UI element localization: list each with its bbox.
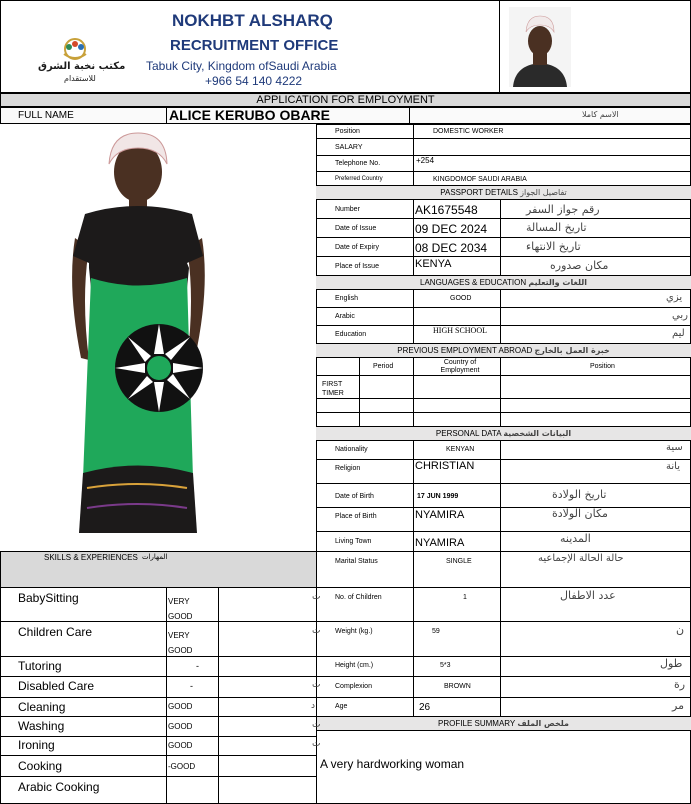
nationality-value: KENYAN <box>446 446 475 453</box>
skill-tutoring-value: - <box>196 661 199 671</box>
marital-ar: حالة الحالة الإجماعيه <box>538 553 624 564</box>
nationality-label: Nationality <box>335 446 368 453</box>
education-label: Education <box>335 331 367 338</box>
telephone-label: Telephone No. <box>335 160 381 167</box>
full-name-label: FULL NAME <box>18 110 74 121</box>
title-bar-text: APPLICATION FOR EMPLOYMENT <box>256 94 435 106</box>
weight-ar: ن <box>676 623 685 636</box>
office-name: RECRUITMENT OFFICE <box>170 37 339 54</box>
employment-header: PREVIOUS EMPLOYMENT ABROAD خبرة العمل بالخارج <box>316 343 691 358</box>
issue-date-label: Date of Issue <box>335 225 377 232</box>
pob-ar: مكان الولادة <box>552 507 608 520</box>
marital-label: Marital Status <box>335 558 378 565</box>
skill-washing-value: GOOD <box>168 722 193 731</box>
skill-cleaning-label: Cleaning <box>18 700 66 714</box>
dob-ar: تاريخ الولادة <box>552 488 607 501</box>
period-column-header: Period <box>373 363 394 370</box>
arabic-label: Arabic <box>335 313 355 320</box>
complexion-ar: رة <box>674 678 686 691</box>
skill-children-ar: ت <box>312 626 321 636</box>
personal-header: PERSONAL DATA البيانات الشخصية <box>316 426 691 441</box>
company-logo <box>34 36 126 86</box>
position-label: Position <box>335 128 360 135</box>
place-issue-label: Place of Issue <box>335 263 379 270</box>
age-ar: مر <box>672 699 684 712</box>
religion-ar: يانة <box>666 461 680 472</box>
skill-children-value: VERY GOOD <box>168 631 193 655</box>
skill-washing-label: Washing <box>18 719 65 733</box>
country-label: Preferred Country <box>335 176 383 182</box>
skill-disabled-ar: ت <box>312 680 321 690</box>
town-label: Living Town <box>335 538 372 545</box>
education-ar: ليم <box>672 328 685 339</box>
religion-value: CHRISTIAN <box>415 460 475 472</box>
dob-value: 17 JUN 1999 <box>417 493 459 500</box>
profile-header: PROFILE SUMMARY ملخص الملف <box>316 716 691 731</box>
country-value: KINGDOMOF SAUDI ARABIA <box>433 176 527 183</box>
skill-ironing-value: GOOD <box>168 741 193 750</box>
logo-text: مكتب نخبة الشرق <box>38 61 126 72</box>
skill-tutoring-label: Tutoring <box>18 659 62 673</box>
issue-date-ar: تاريخ المسالة <box>526 221 587 234</box>
children-value: 1 <box>463 594 467 601</box>
skill-babysitting-ar: ت <box>312 592 321 602</box>
expiry-date-value: 08 DEC 2034 <box>415 241 488 255</box>
skill-cleaning-ar: د <box>311 701 316 711</box>
full-name-value: ALICE KERUBO OBARE <box>169 107 331 123</box>
english-value: GOOD <box>450 295 472 302</box>
skill-disabled-label: Disabled Care <box>18 679 95 693</box>
skill-washing-ar: ت <box>312 720 321 730</box>
education-value: HIGH SCHOOL <box>433 326 487 335</box>
marital-value: SINGLE <box>446 558 472 565</box>
header-divider <box>499 0 500 93</box>
full-name-label-ar: الاسم كاملا <box>582 110 619 119</box>
arabic-ar: ربي <box>672 310 688 321</box>
pob-label: Place of Birth <box>335 513 377 520</box>
skill-arabic-cooking-label: Arabic Cooking <box>18 780 100 794</box>
skill-cooking-label: Cooking <box>18 759 63 773</box>
height-value: 5*3 <box>440 662 451 669</box>
skill-cooking-value: -GOOD <box>168 762 196 771</box>
full-body-photo <box>67 128 210 538</box>
town-value: NYAMIRA <box>415 537 465 549</box>
passport-photo <box>509 7 571 87</box>
religion-label: Religion <box>335 465 361 472</box>
passport-number-label: Number <box>335 206 360 213</box>
nationality-ar: سية <box>666 442 683 453</box>
dob-label: Date of Birth <box>335 493 374 500</box>
pob-value: NYAMIRA <box>415 509 465 521</box>
children-label: No. of Children <box>335 594 382 601</box>
company-name: NOKHBT ALSHARQ <box>172 11 333 30</box>
children-ar: عدد الاطفال <box>560 589 616 602</box>
skill-ironing-ar: ت <box>312 739 321 749</box>
skill-cleaning-value: GOOD <box>168 702 193 711</box>
passport-number-value: AK1675548 <box>415 203 478 217</box>
skills-header: SKILLS & EXPERIENCES المهارات <box>0 551 317 588</box>
languages-header: LANGUAGES & EDUCATION اللغات والتعليم <box>316 275 691 290</box>
logo-subtext: للاستقدام <box>64 74 96 83</box>
position-column-header: Position <box>590 363 615 370</box>
height-ar: طول <box>660 657 683 670</box>
telephone-value: +254 <box>416 156 435 165</box>
passport-number-ar: رقم جواز السفر <box>526 203 600 216</box>
town-ar: المدينه <box>560 532 591 545</box>
office-city: Tabuk City, Kingdom ofSaudi Arabia <box>146 59 337 73</box>
english-ar: يزي <box>666 292 683 303</box>
complexion-value: BROWN <box>444 683 471 690</box>
salary-label: SALARY <box>335 144 363 151</box>
first-timer-label: FIRST TIMER <box>322 381 344 397</box>
skill-children-label: Children Care <box>18 625 93 639</box>
position-value: DOMESTIC WORKER <box>433 128 504 135</box>
expiry-date-ar: تاريخ الانتهاء <box>526 240 581 253</box>
age-value: 26 <box>419 702 431 713</box>
height-label: Height (cm.) <box>335 662 374 669</box>
skill-babysitting-value: VERY GOOD <box>168 597 193 621</box>
skill-disabled-value: - <box>190 681 193 691</box>
place-issue-value: KENYA <box>415 258 452 270</box>
complexion-label: Complexion <box>335 683 372 690</box>
passport-header: PASSPORT DETAILS تفاصيل الجواز <box>316 185 691 200</box>
age-label: Age <box>335 703 348 710</box>
weight-label: Weight (kg.) <box>335 628 373 635</box>
skill-ironing-label: Ironing <box>18 738 55 752</box>
expiry-date-label: Date of Expiry <box>335 244 379 251</box>
office-phone: +966 54 140 4222 <box>205 74 303 88</box>
title-bar <box>0 93 691 107</box>
weight-value: 59 <box>432 628 440 635</box>
place-issue-ar: مكان صدوره <box>550 259 609 272</box>
english-label: English <box>335 295 358 302</box>
issue-date-value: 09 DEC 2024 <box>415 222 488 236</box>
profile-summary-text: A very hardworking woman <box>320 757 465 771</box>
country-column-header: Country of Employment <box>440 359 480 374</box>
skill-babysitting-label: BabySitting <box>18 591 79 605</box>
